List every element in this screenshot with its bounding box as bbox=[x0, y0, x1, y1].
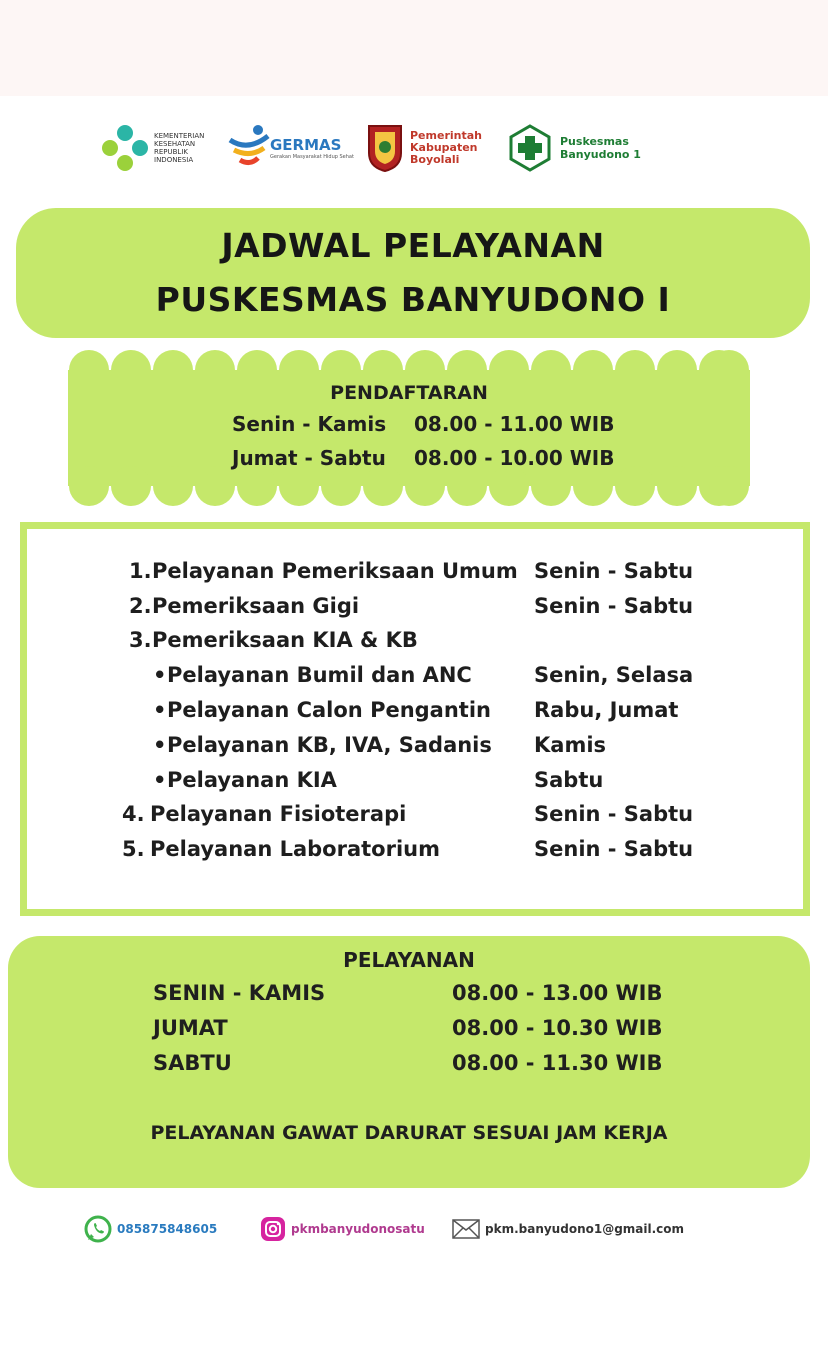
service-name: Pemeriksaan Gigi bbox=[152, 594, 360, 618]
puskesmas-logo bbox=[508, 118, 641, 178]
service-row bbox=[27, 802, 803, 836]
service-hours-card bbox=[8, 936, 810, 1188]
hours-time: 08.00 - 10.30 WIB bbox=[452, 1016, 663, 1040]
service-name: Pelayanan Fisioterapi bbox=[150, 802, 407, 826]
service-name: Pelayanan Calon Pengantin bbox=[167, 698, 491, 722]
germas-logo bbox=[228, 118, 354, 178]
contact-footer bbox=[0, 1210, 828, 1246]
hours-days: JUMAT bbox=[153, 1016, 228, 1040]
service-number: 3. bbox=[129, 628, 152, 652]
logo-row bbox=[0, 118, 828, 178]
mail-icon bbox=[452, 1219, 480, 1239]
registration-heading: PENDAFTARAN bbox=[330, 382, 488, 404]
kemenkes-label: KEMENTERIAN KESEHATAN REPUBLIK INDONESIA bbox=[154, 132, 205, 164]
service-row bbox=[27, 837, 803, 871]
service-number: 2. bbox=[129, 594, 152, 618]
emergency-note: PELAYANAN GAWAT DARURAT SESUAI JAM KERJA bbox=[150, 1122, 668, 1144]
service-days: Senin - Sabtu bbox=[534, 559, 694, 583]
whatsapp-number: 085875848605 bbox=[117, 1222, 218, 1236]
puskesmas-cross-icon bbox=[508, 124, 552, 172]
germas-icon bbox=[228, 122, 270, 174]
registration-days: Jumat - Sabtu bbox=[232, 446, 386, 470]
service-days: Rabu, Jumat bbox=[534, 698, 679, 722]
title-line-1: JADWAL PELAYANAN bbox=[221, 226, 605, 265]
instagram-contact[interactable] bbox=[260, 1214, 425, 1244]
bullet: • bbox=[153, 768, 167, 792]
service-days: Senin - Sabtu bbox=[534, 837, 694, 861]
hours-days: SENIN - KAMIS bbox=[153, 981, 326, 1005]
service-days: Senin, Selasa bbox=[534, 663, 694, 687]
service-subrow bbox=[27, 733, 803, 767]
service-days: Kamis bbox=[534, 733, 607, 757]
puskesmas-label: Puskesmas Banyudono 1 bbox=[560, 135, 641, 161]
registration-card bbox=[68, 350, 750, 506]
hours-time: 08.00 - 11.30 WIB bbox=[452, 1051, 663, 1075]
services-list bbox=[20, 522, 810, 916]
service-name: Pelayanan Laboratorium bbox=[150, 837, 440, 861]
service-days: Senin - Sabtu bbox=[534, 594, 694, 618]
bullet: • bbox=[153, 698, 167, 722]
service-days: Sabtu bbox=[534, 768, 604, 792]
registration-time: 08.00 - 11.00 WIB bbox=[414, 412, 615, 436]
email-contact[interactable] bbox=[452, 1214, 684, 1244]
service-number: 5. bbox=[122, 837, 145, 861]
instagram-icon bbox=[260, 1216, 286, 1242]
service-subrow bbox=[27, 663, 803, 697]
top-band bbox=[0, 0, 828, 96]
bullet: • bbox=[153, 733, 167, 757]
service-hours-heading: PELAYANAN bbox=[343, 948, 475, 972]
germas-tagline: Gerakan Masyarakat Hidup Sehat bbox=[270, 154, 354, 160]
email-address: pkm.banyudono1@gmail.com bbox=[485, 1222, 685, 1236]
hours-days: SABTU bbox=[153, 1051, 232, 1075]
instagram-handle: pkmbanyudonosatu bbox=[291, 1222, 425, 1236]
service-row bbox=[27, 594, 803, 628]
registration-time: 08.00 - 10.00 WIB bbox=[414, 446, 615, 470]
whatsapp-icon bbox=[84, 1215, 112, 1243]
kemenkes-logo bbox=[100, 118, 204, 178]
hours-time: 08.00 - 13.00 WIB bbox=[452, 981, 663, 1005]
service-name: Pelayanan KIA bbox=[167, 768, 337, 792]
service-days: Senin - Sabtu bbox=[534, 802, 694, 826]
service-row bbox=[27, 628, 803, 662]
service-name: Pelayanan Bumil dan ANC bbox=[167, 663, 472, 687]
service-number: 1. bbox=[129, 559, 152, 583]
bullet: • bbox=[153, 663, 167, 687]
service-subrow bbox=[27, 698, 803, 732]
kemenkes-icon bbox=[100, 123, 150, 173]
registration-content bbox=[68, 350, 750, 506]
service-name: Pemeriksaan KIA & KB bbox=[152, 628, 418, 652]
whatsapp-contact[interactable] bbox=[84, 1214, 217, 1244]
germas-name: GERMAS bbox=[270, 136, 342, 154]
boyolali-crest-icon bbox=[366, 123, 404, 173]
title-card bbox=[16, 208, 810, 338]
registration-days: Senin - Kamis bbox=[232, 412, 387, 436]
boyolali-logo bbox=[366, 118, 482, 178]
title-line-2: PUSKESMAS BANYUDONO I bbox=[155, 280, 671, 319]
boyolali-label: Pemerintah Kabupaten Boyolali bbox=[410, 129, 482, 166]
service-row bbox=[27, 559, 803, 593]
service-number: 4. bbox=[122, 802, 145, 826]
service-name: Pelayanan KB, IVA, Sadanis bbox=[167, 733, 492, 757]
service-name: Pelayanan Pemeriksaan Umum bbox=[152, 559, 518, 583]
service-subrow bbox=[27, 768, 803, 802]
